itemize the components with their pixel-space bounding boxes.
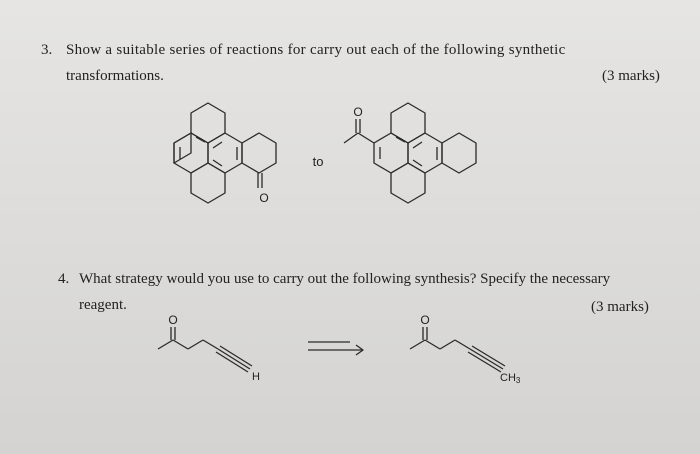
question-3-marks: (3 marks)	[602, 68, 660, 84]
question-3-number: 3.	[41, 42, 53, 58]
q3-acetyl-oxygen: O	[353, 105, 363, 119]
question-4-number: 4.	[58, 271, 70, 287]
q4-reaction-arrow	[308, 342, 363, 355]
q4-product	[410, 327, 505, 372]
question-4-marks: (3 marks)	[591, 299, 649, 315]
q4-product-oxygen: O	[420, 313, 430, 327]
q4-product-terminal-label: CH3	[500, 372, 521, 385]
q4-start-oxygen: O	[168, 313, 178, 327]
q3-to-label: to	[312, 154, 324, 169]
question-4-text-line2: reagent.	[79, 297, 127, 313]
q3-product	[344, 103, 476, 203]
question-3-text-line1: Show a suitable series of reactions for carry out each of the following synthetic	[66, 42, 566, 58]
q4-starting-material	[158, 327, 252, 372]
question-3-text-line2: transformations.	[66, 68, 164, 84]
question-4-text-line1: What strategy would you use to carry out the following synthesis? Specify the necessary	[79, 271, 611, 287]
q4-start-terminal-label: H	[252, 371, 260, 383]
q3-ketone-oxygen: O	[259, 191, 269, 205]
q3-starting-material	[174, 103, 276, 203]
